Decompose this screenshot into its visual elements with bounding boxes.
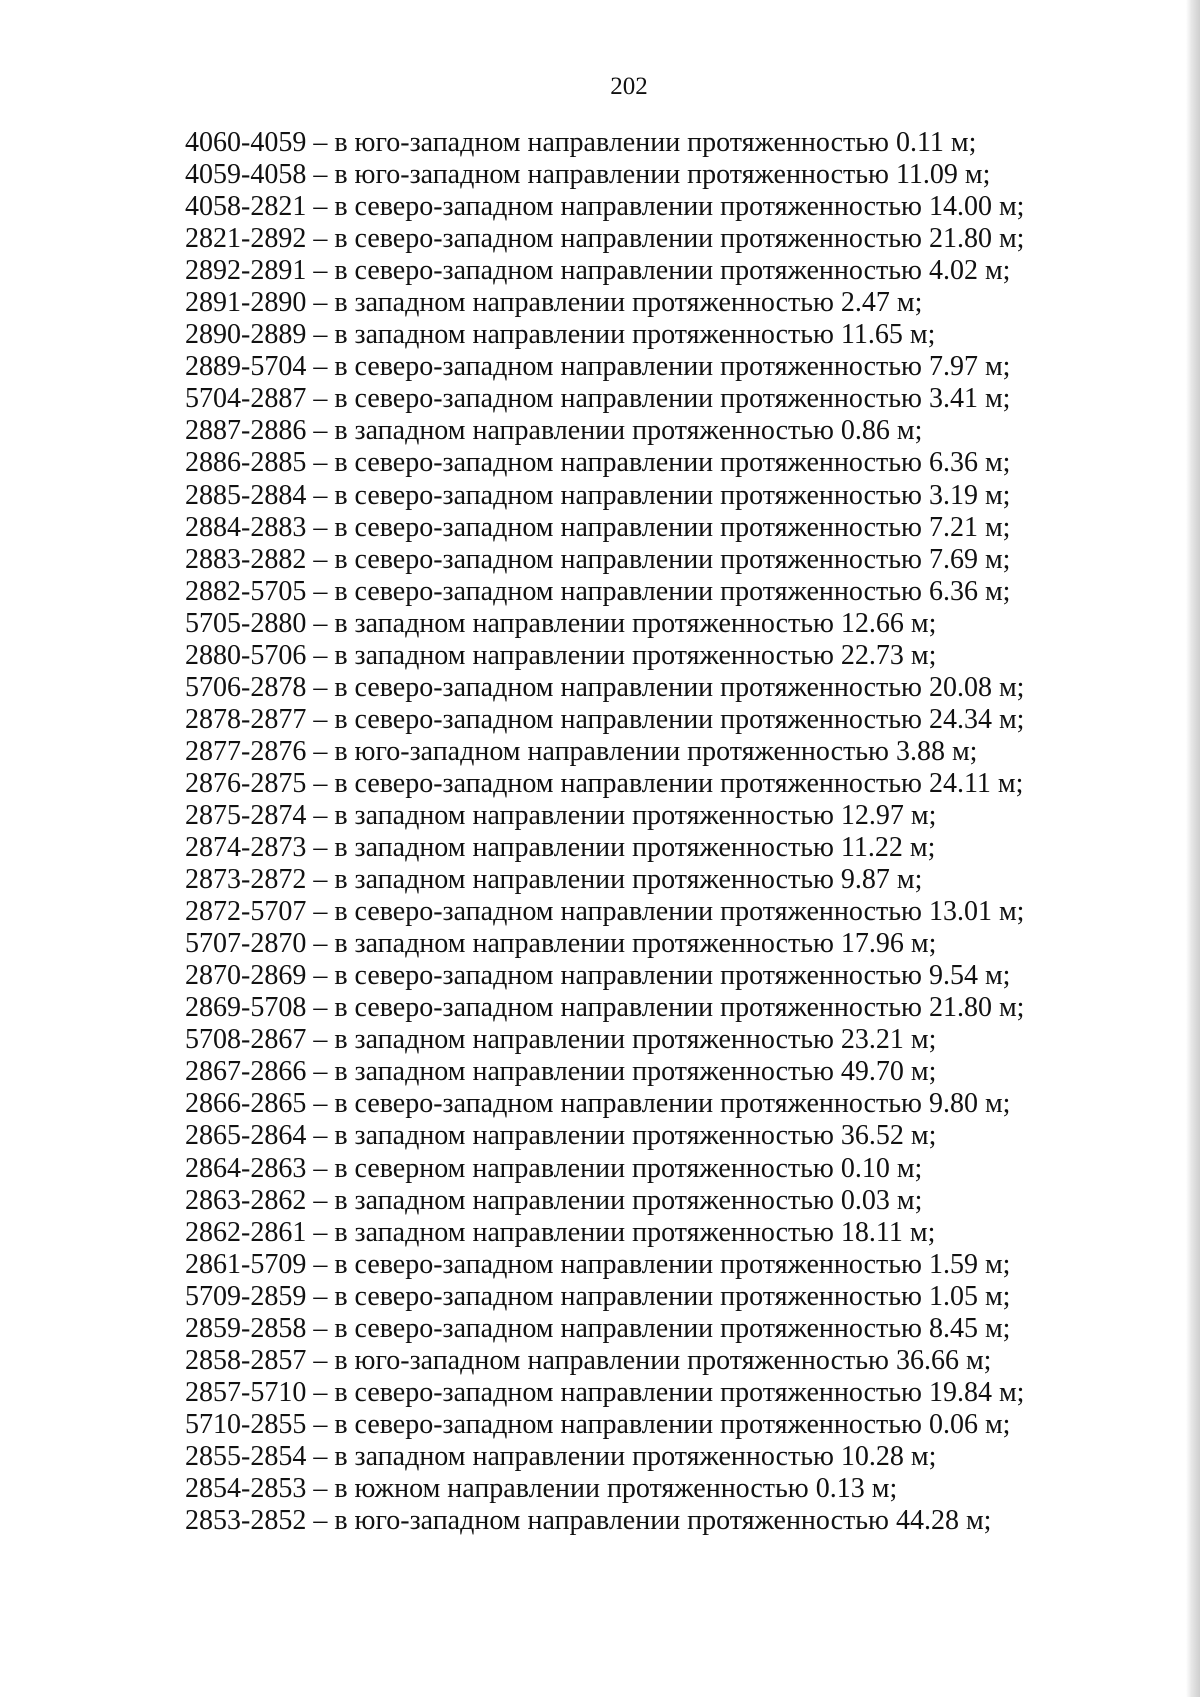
boundary-segment-line: 2862-2861 – в западном направлении протяженностью 18.11 м;	[185, 1216, 936, 1248]
boundary-segment-line: 2874-2873 – в западном направлении протяженностью 11.22 м;	[185, 832, 936, 864]
boundary-segment-line: 2857-5710 – в северо-западном направлении протяженностью 19.84 м;	[185, 1376, 1025, 1408]
boundary-segment-line: 4058-2821 – в северо-западном направлении протяженностью 14.00 м;	[185, 191, 1025, 223]
boundary-segment-line: 5705-2880 – в западном направлении протяженностью 12.66 м;	[185, 607, 937, 639]
boundary-segment-line: 2885-2884 – в северо-западном направлении протяженностью 3.19 м;	[185, 479, 1011, 511]
boundary-segment-line: 5704-2887 – в северо-западном направлении протяженностью 3.41 м;	[185, 383, 1011, 415]
boundary-segment-line: 2867-2866 – в западном направлении протяженностью 49.70 м;	[185, 1056, 937, 1088]
boundary-segment-line: 2884-2883 – в северо-западном направлении протяженностью 7.21 м;	[185, 511, 1011, 543]
boundary-segment-line: 2853-2852 – в юго-западном направлении протяженностью 44.28 м;	[185, 1505, 992, 1537]
boundary-segment-line: 2855-2854 – в западном направлении протяженностью 10.28 м;	[185, 1440, 937, 1472]
boundary-segment-line: 2880-5706 – в западном направлении протяженностью 22.73 м;	[185, 639, 937, 671]
boundary-segment-line: 2892-2891 – в северо-западном направлении протяженностью 4.02 м;	[185, 255, 1011, 287]
boundary-segment-line: 2889-5704 – в северо-западном направлении протяженностью 7.97 м;	[185, 351, 1011, 383]
boundary-segment-line: 2872-5707 – в северо-западном направлении протяженностью 13.01 м;	[185, 896, 1025, 928]
boundary-segment-line: 4060-4059 – в юго-западном направлении протяженностью 0.11 м;	[185, 127, 977, 158]
boundary-segment-line: 4059-4058 – в юго-западном направлении протяженностью 11.09 м;	[185, 159, 991, 191]
boundary-segment-line: 2873-2872 – в западном направлении протяженностью 9.87 м;	[185, 864, 923, 896]
boundary-segment-line: 2876-2875 – в северо-западном направлении протяженностью 24.11 м;	[185, 767, 1024, 799]
boundary-segment-line: 5708-2867 – в западном направлении протяженностью 23.21 м;	[185, 1024, 937, 1056]
boundary-description-list	[185, 127, 1065, 1537]
boundary-segment-line: 2870-2869 – в северо-западном направлении протяженностью 9.54 м;	[185, 960, 1011, 992]
boundary-segment-line: 5710-2855 – в северо-западном направлении протяженностью 0.06 м;	[185, 1408, 1011, 1440]
boundary-segment-line: 2882-5705 – в северо-западном направлении протяженностью 6.36 м;	[185, 575, 1011, 607]
boundary-segment-line: 2890-2889 – в западном направлении протяженностью 11.65 м;	[185, 319, 936, 351]
boundary-segment-line: 2858-2857 – в юго-западном направлении протяженностью 36.66 м;	[185, 1344, 992, 1376]
boundary-segment-line: 2886-2885 – в северо-западном направлении протяженностью 6.36 м;	[185, 447, 1011, 479]
boundary-segment-line: 2875-2874 – в западном направлении протяженностью 12.97 м;	[185, 799, 937, 831]
scan-edge-shadow	[1186, 0, 1200, 1697]
boundary-segment-line: 2863-2862 – в западном направлении протяженностью 0.03 м;	[185, 1184, 923, 1216]
boundary-segment-line: 2887-2886 – в западном направлении протяженностью 0.86 м;	[185, 415, 923, 447]
boundary-segment-line: 5709-2859 – в северо-западном направлении протяженностью 1.05 м;	[185, 1280, 1011, 1312]
boundary-segment-line: 2865-2864 – в западном направлении протяженностью 36.52 м;	[185, 1120, 937, 1152]
page-number: 202	[610, 73, 648, 100]
boundary-segment-line: 2877-2876 – в юго-западном направлении протяженностью 3.88 м;	[185, 735, 978, 767]
boundary-segment-line: 2854-2853 – в южном направлении протяженностью 0.13 м;	[185, 1472, 898, 1504]
boundary-segment-line: 2883-2882 – в северо-западном направлении протяженностью 7.69 м;	[185, 543, 1011, 575]
boundary-segment-line: 2869-5708 – в северо-западном направлении протяженностью 21.80 м;	[185, 992, 1025, 1024]
boundary-segment-line: 2864-2863 – в северном направлении протяженностью 0.10 м;	[185, 1152, 923, 1184]
boundary-segment-line: 2866-2865 – в северо-западном направлении протяженностью 9.80 м;	[185, 1088, 1011, 1120]
boundary-segment-line: 2859-2858 – в северо-западном направлении протяженностью 8.45 м;	[185, 1312, 1011, 1344]
boundary-segment-line: 5706-2878 – в северо-западном направлении протяженностью 20.08 м;	[185, 671, 1025, 703]
boundary-segment-line: 5707-2870 – в западном направлении протяженностью 17.96 м;	[185, 928, 937, 960]
boundary-segment-line: 2861-5709 – в северо-западном направлении протяженностью 1.59 м;	[185, 1248, 1011, 1280]
boundary-segment-line: 2878-2877 – в северо-западном направлении протяженностью 24.34 м;	[185, 703, 1025, 735]
boundary-segment-line: 2891-2890 – в западном направлении протяженностью 2.47 м;	[185, 287, 923, 319]
boundary-segment-line: 2821-2892 – в северо-западном направлении протяженностью 21.80 м;	[185, 223, 1025, 255]
